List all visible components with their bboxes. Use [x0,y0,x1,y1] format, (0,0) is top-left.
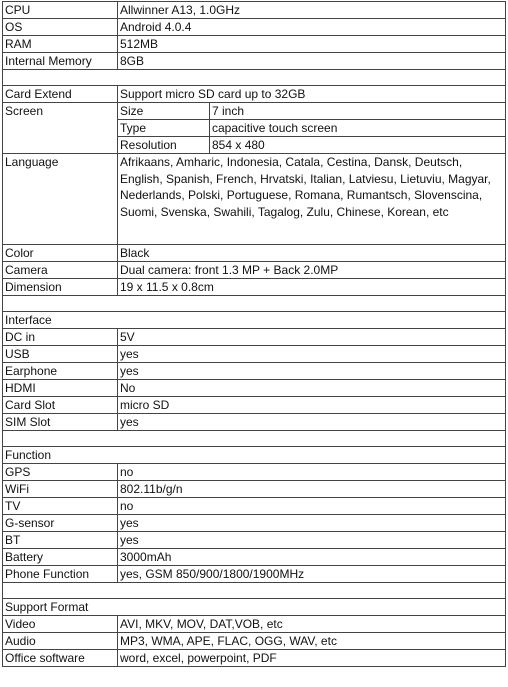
spec-label: Video [3,616,118,633]
spec-value: yes [118,363,506,380]
spec-value: Black [118,245,506,262]
spec-label: Earphone [3,363,118,380]
spec-row-earphone [3,363,506,380]
spec-value: capacitive touch screen [210,120,506,137]
spec-table [2,1,506,667]
spec-value: 5V [118,329,506,346]
spec-label: HDMI [3,380,118,397]
spec-row-color [3,245,506,262]
spec-row-phone-function [3,566,506,583]
spec-value: 8GB [118,53,506,70]
spec-label: TV [3,498,118,515]
spacer-cell [3,583,506,599]
spec-row-bt [3,532,506,549]
spec-value: yes, GSM 850/900/1800/1900MHz [118,566,506,583]
spec-value: Android 4.0.4 [118,19,506,36]
spec-label: Color [3,245,118,262]
spec-row-card-extend [3,86,506,103]
spec-label: DC in [3,329,118,346]
spec-row-battery [3,549,506,566]
spec-row-dimension [3,279,506,296]
spacer-row [3,583,506,599]
spec-row-card-slot [3,397,506,414]
spec-label: Phone Function [3,566,118,583]
spec-value: MP3, WMA, APE, FLAC, OGG, WAV, etc [118,633,506,650]
spec-value: no [118,464,506,481]
spec-row-tv [3,498,506,515]
spec-label: Language [3,154,118,245]
spec-row-usb [3,346,506,363]
spec-row-screen-size [3,103,506,120]
spec-sublabel: Type [118,120,210,137]
spec-value: Afrikaans, Amharic, Indonesia, Catala, Cestina, Dansk, Deutsch, English, Spanish, French, Hrvatski, Italian, Latviesu, Lietuviu, Magyar, Nederlands, Polski, Portuguese, Romana, Rumantsch, Slovenscina, Suomi, Svenska, Swahili, Tagalog, Zulu, Chinese, Korean, etc [118,154,506,245]
spec-label: Audio [3,633,118,650]
spec-value: Allwinner A13, 1.0GHz [118,2,506,19]
spacer-cell [3,296,506,312]
section-row-support-format [3,599,506,616]
spec-sublabel: Resolution [118,137,210,154]
spec-label: RAM [3,36,118,53]
spec-label: G-sensor [3,515,118,532]
spec-row-ram [3,36,506,53]
spec-value: yes [118,515,506,532]
spec-row-internal-memory [3,53,506,70]
spec-label: CPU [3,2,118,19]
spec-label: Office software [3,650,118,667]
spec-label: Card Slot [3,397,118,414]
spacer-cell [3,70,506,86]
spec-label: USB [3,346,118,363]
spec-row-video [3,616,506,633]
spec-value: 802.11b/g/n [118,481,506,498]
spec-value: AVI, MKV, MOV, DAT,VOB, etc [118,616,506,633]
spec-row-os [3,19,506,36]
spec-row-cpu [3,2,506,19]
spec-row-audio [3,633,506,650]
spacer-row [3,70,506,86]
spec-label: OS [3,19,118,36]
section-header: Function [3,447,506,464]
spec-value: Support micro SD card up to 32GB [118,86,506,103]
spec-value: yes [118,414,506,431]
spec-row-dc-in [3,329,506,346]
spec-label: Battery [3,549,118,566]
spec-row-wifi [3,481,506,498]
spec-row-gps [3,464,506,481]
spec-value: no [118,498,506,515]
spec-value: 7 inch [210,103,506,120]
spec-table-body [3,2,506,667]
spec-row-hdmi [3,380,506,397]
spec-row-language [3,154,506,245]
spec-label: BT [3,532,118,549]
spec-row-g-sensor [3,515,506,532]
spec-label: Camera [3,262,118,279]
spec-label: SIM Slot [3,414,118,431]
spec-value: word, excel, powerpoint, PDF [118,650,506,667]
spec-row-camera [3,262,506,279]
spec-value: yes [118,532,506,549]
spec-label: Dimension [3,279,118,296]
spec-value: 3000mAh [118,549,506,566]
section-row-interface [3,312,506,329]
section-header: Interface [3,312,506,329]
spacer-row [3,296,506,312]
spec-value: 19 x 11.5 x 0.8cm [118,279,506,296]
spacer-row [3,431,506,447]
spec-label: WiFi [3,481,118,498]
spacer-cell [3,431,506,447]
spec-value: 512MB [118,36,506,53]
spec-label: Internal Memory [3,53,118,70]
spec-label: Screen [3,103,118,154]
spec-value: 854 x 480 [210,137,506,154]
spec-label: Card Extend [3,86,118,103]
spec-value: micro SD [118,397,506,414]
spec-sublabel: Size [118,103,210,120]
spec-label: GPS [3,464,118,481]
spec-value: No [118,380,506,397]
spec-row-sim-slot [3,414,506,431]
section-header: Support Format [3,599,506,616]
spec-value: Dual camera: front 1.3 MP + Back 2.0MP [118,262,506,279]
spec-value: yes [118,346,506,363]
section-row-function [3,447,506,464]
spec-row-office-software [3,650,506,667]
